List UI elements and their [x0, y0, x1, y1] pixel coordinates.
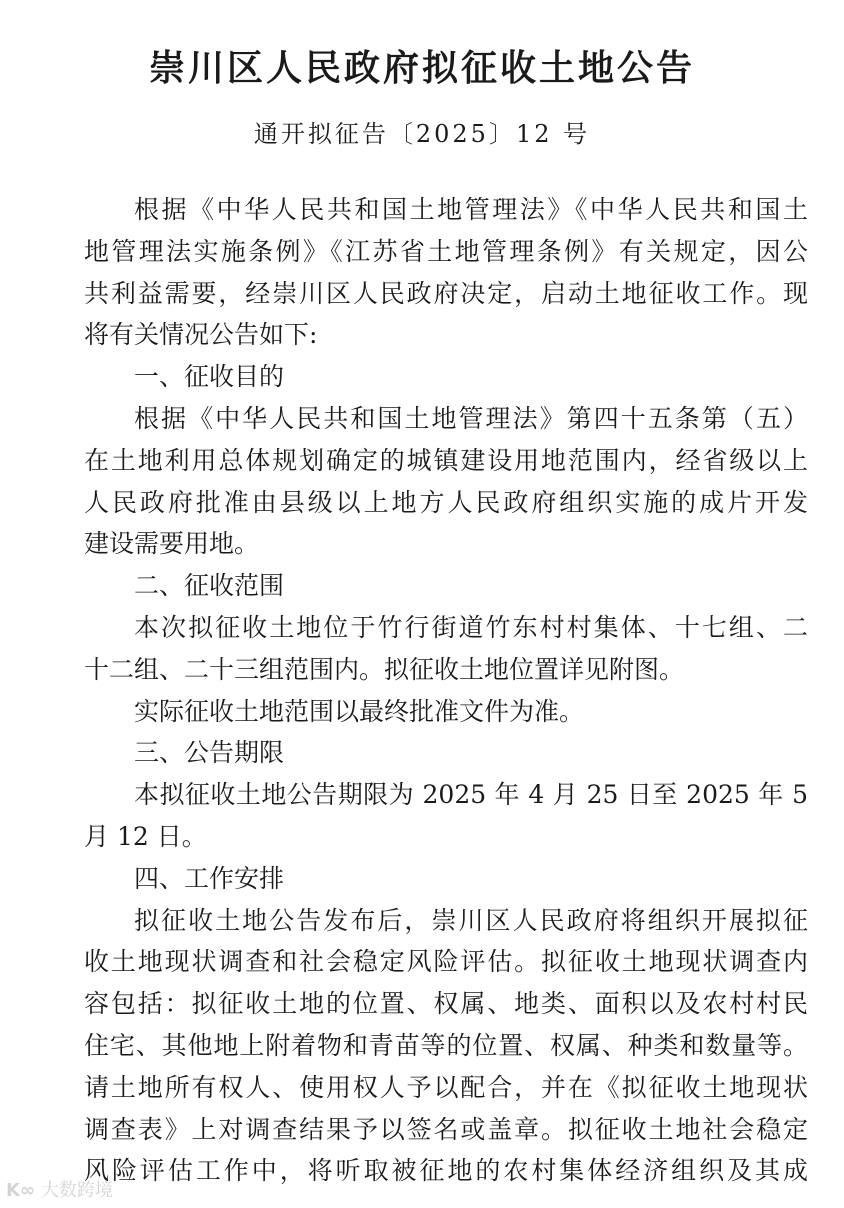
paragraph-line: 根据《中华人民共和国土地管理法》第四十五条第（五）: [134, 403, 808, 433]
paragraph-line: 建设需要用地。: [84, 529, 260, 559]
section-heading: 三、公告期限: [134, 738, 285, 768]
paragraph-line: 月 12 日。: [84, 821, 207, 851]
paragraph-line: 十二组、二十三组范围内。拟征收土地位置详见附图。: [84, 654, 685, 684]
paragraph-line: 调查表》上对调查结果予以签名或盖章。拟征收土地社会稳定: [84, 1114, 808, 1144]
paragraph-line: 请土地所有权人、使用权人予以配合，并在《拟征收土地现状: [84, 1072, 808, 1102]
paragraph-line: 地管理法实施条例》《江苏省土地管理条例》有关规定，因公: [84, 236, 808, 266]
watermark: [6, 1176, 113, 1202]
watermark-text: 大数跨境: [40, 1180, 113, 1201]
paragraph-line: 收土地现状调查和社会稳定风险评估。拟征收土地现状调查内: [84, 947, 808, 977]
paragraph-line: 共利益需要，经崇川区人民政府决定，启动土地征收工作。现: [84, 278, 808, 308]
watermark-logo: K∞: [6, 1180, 35, 1201]
section-heading: 四、工作安排: [134, 863, 285, 893]
paragraph-line: 实际征收土地范围以最终批准文件为准。: [134, 696, 585, 726]
page-title: 崇川区人民政府拟征收土地公告: [148, 48, 695, 89]
paragraph-line: 在土地利用总体规划确定的城镇建设用地范围内，经省级以上: [84, 445, 808, 475]
paragraph-line: 本次拟征收土地位于竹行街道竹东村村集体、十七组、二: [134, 612, 808, 642]
paragraph-line: 拟征收土地公告发布后，崇川区人民政府将组织开展拟征: [134, 905, 808, 935]
section-heading: 一、征收目的: [134, 362, 285, 392]
section-heading: 二、征收范围: [134, 571, 285, 601]
paragraph-line: 本拟征收土地公告期限为 2025 年 4 月 25 日至 2025 年 5: [134, 780, 808, 810]
paragraph-line: 根据《中华人民共和国土地管理法》《中华人民共和国土: [134, 195, 808, 224]
paragraph-line: 住宅、其他地上附着物和青苗等的位置、权属、种类和数量等。: [84, 1030, 808, 1060]
paragraph-line: 人民政府批准由县级以上地方人民政府组织实施的成片开发: [84, 487, 808, 517]
document-body: [84, 189, 808, 1192]
document-number: 通开拟征告〔2025〕12 号: [253, 120, 591, 148]
paragraph-line: 风险评估工作中，将听取被征地的农村集体经济组织及其成: [84, 1156, 808, 1186]
paragraph-line: 容包括：拟征收土地的位置、权属、地类、面积以及农村村民: [84, 989, 808, 1019]
paragraph-line: 将有关情况公告如下:: [84, 320, 318, 350]
